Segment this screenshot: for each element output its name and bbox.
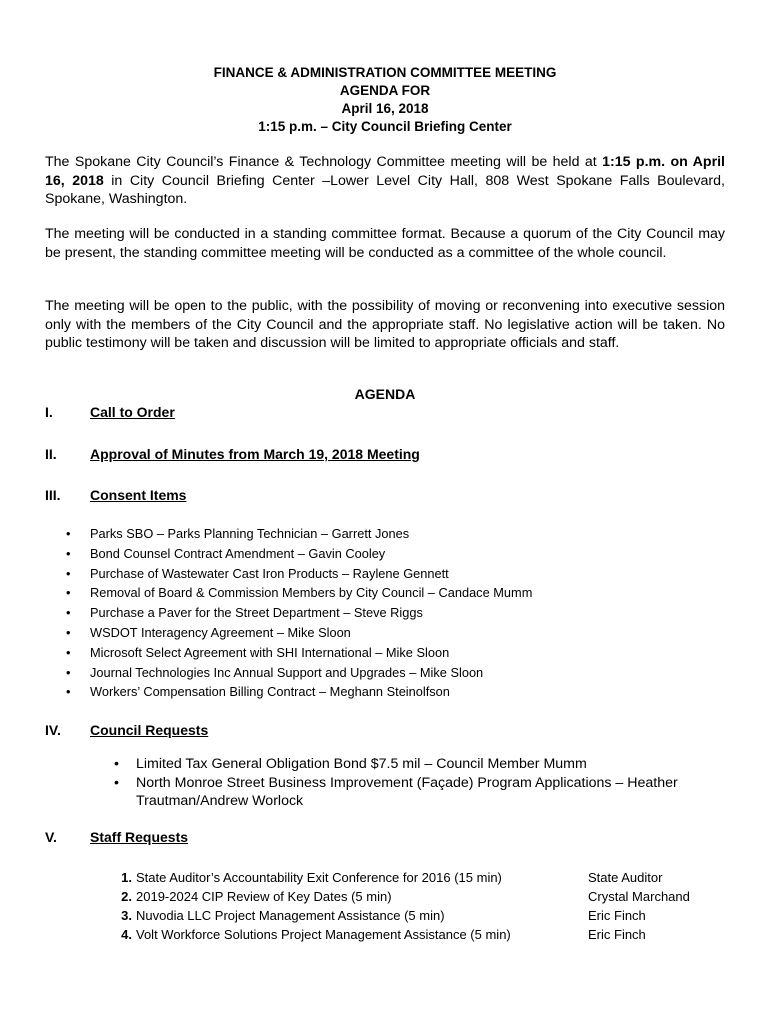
bullet-icon: • [66, 585, 71, 601]
list-item: • Purchase of Wastewater Cast Iron Products – Raylene Gennett [66, 564, 532, 584]
intro-paragraph-3: The meeting will be open to the public, with the possibility of moving or reconvening into executive session only with the members of the City Council and the appropriate staff. No legislative action will be taken. No public testimony will be taken and discussion will be limited to appropriate officials and staff. [45, 298, 725, 351]
intro-paragraph-1 [45, 153, 725, 209]
list-item: • Purchase a Paver for the Street Department – Steve Riggs [66, 603, 532, 623]
meeting-time-location: 1:15 p.m. – City Council Briefing Center [258, 119, 512, 134]
section-number: III. [45, 487, 61, 503]
list-item: • WSDOT Interagency Agreement – Mike Sloon [66, 623, 532, 643]
item-description: 2019-2024 CIP Review of Key Dates (5 min) [136, 889, 392, 904]
intro-p1-lead: The Spokane City Council’s Finance & Technology Committee meeting will be held at [45, 154, 603, 170]
list-item: • North Monroe Street Business Improvement (Façade) Program Applications – Heather Trautman/Andrew Worlock [114, 774, 678, 809]
section-number: I. [45, 404, 53, 420]
meeting-date: April 16, 2018 [341, 101, 429, 116]
bullet-icon: • [66, 664, 71, 680]
item-number: 2. [121, 889, 132, 904]
list-item: • Removal of Board & Commission Members by City Council – Candace Mumm [66, 583, 532, 603]
intro-p1-datetime: 1:15 p.m. on April 16, 2018 [45, 154, 726, 189]
section-title: Consent Items [90, 487, 187, 503]
list-item [110, 887, 730, 906]
item-number: 1. [121, 870, 132, 885]
list-item [110, 868, 730, 887]
staff-requests-list [110, 868, 730, 944]
section-number: II. [45, 446, 57, 462]
intro-p1-location: in City Council Briefing Center –Lower Level City Hall, 808 West Spokane Falls Boulevard, Spokane, Washington. [45, 172, 725, 207]
intro-paragraph-2: The meeting will be conducted in a standing committee format. Because a quorum of the City Council may be present, the standing committee meeting will be conducted as a committee of the whole council. [45, 226, 725, 261]
agenda-for-line: AGENDA FOR [339, 83, 431, 98]
list-item [110, 906, 730, 925]
item-number: 4. [121, 927, 132, 942]
item-presenter: Crystal Marchand [588, 889, 690, 904]
document-title-block [0, 64, 770, 136]
item-number: 3. [121, 908, 132, 923]
bullet-icon: • [66, 565, 71, 581]
section-title: Staff Requests [90, 829, 189, 845]
council-requests-list [114, 755, 724, 811]
item-presenter: Eric Finch [588, 908, 646, 923]
bullet-icon: • [114, 774, 119, 791]
section-title: Council Requests [90, 722, 209, 738]
consent-items-list [66, 524, 532, 702]
bullet-icon: • [66, 526, 71, 541]
list-item: • Bond Counsel Contract Amendment – Gavin Cooley [66, 544, 532, 564]
bullet-icon: • [66, 605, 71, 621]
bullet-icon: • [66, 644, 71, 660]
list-item [110, 925, 730, 944]
section-number: V. [45, 829, 57, 845]
agenda-heading: AGENDA [354, 386, 416, 402]
item-description: Volt Workforce Solutions Project Management Assistance (5 min) [136, 927, 511, 942]
bullet-icon: • [66, 545, 71, 561]
list-item: • Microsoft Select Agreement with SHI International – Mike Sloon [66, 643, 532, 663]
section-title: Call to Order [90, 404, 175, 420]
bullet-icon: • [66, 684, 71, 700]
section-number: IV. [45, 722, 61, 738]
section-title: Approval of Minutes from March 19, 2018 Meeting [90, 446, 420, 462]
item-description: State Auditor’s Accountability Exit Conference for 2016 (15 min) [136, 870, 502, 885]
item-presenter: Eric Finch [588, 927, 646, 942]
meeting-title: FINANCE & ADMINISTRATION COMMITTEE MEETING [213, 65, 557, 80]
bullet-icon: • [66, 624, 71, 640]
bullet-icon: • [114, 756, 119, 772]
item-presenter: State Auditor [588, 870, 663, 885]
list-item: • Limited Tax General Obligation Bond $7.5 mil – Council Member Mumm [114, 756, 587, 772]
list-item: • Workers’ Compensation Billing Contract – Meghann Steinolfson [66, 682, 532, 702]
list-item: • Parks SBO – Parks Planning Technician – Garrett Jones [66, 524, 532, 544]
list-item: • Journal Technologies Inc Annual Support and Upgrades – Mike Sloon [66, 663, 532, 683]
item-description: Nuvodia LLC Project Management Assistance (5 min) [136, 908, 445, 923]
